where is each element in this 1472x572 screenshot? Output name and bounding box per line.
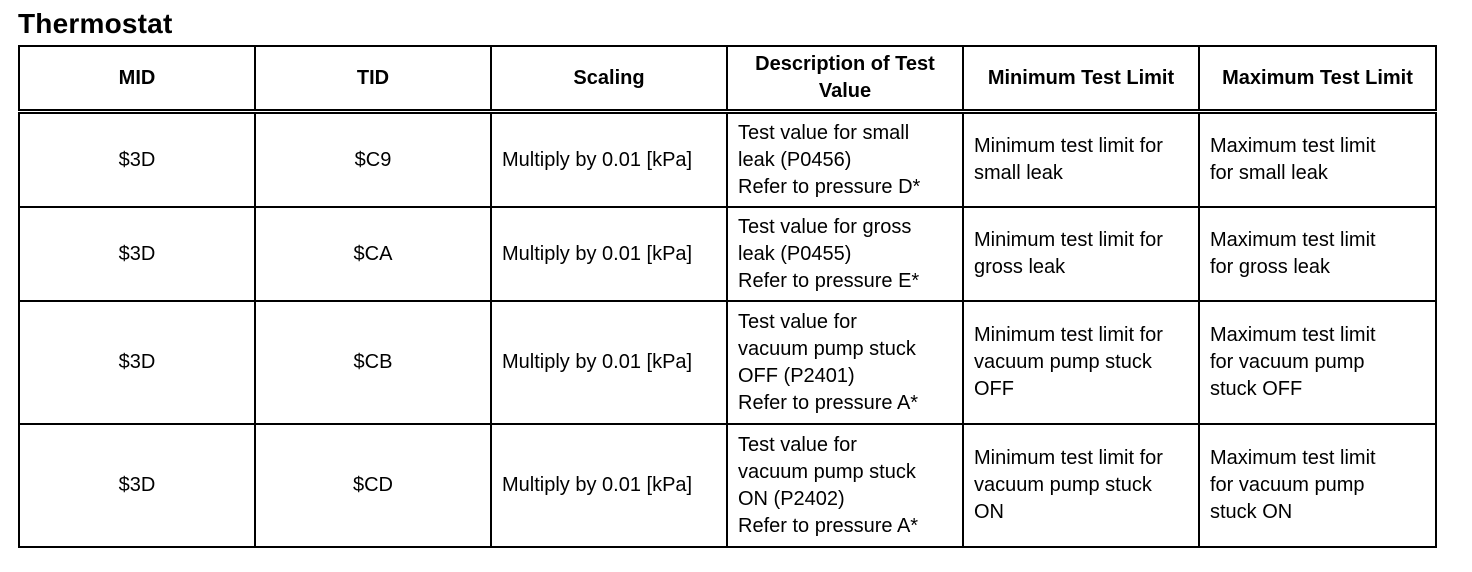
cell-min-limit bbox=[963, 301, 1199, 424]
cell-min-limit bbox=[963, 207, 1199, 301]
cell-mid: $3D bbox=[19, 207, 255, 301]
description-line: OFF (P2401) bbox=[738, 364, 855, 387]
description-line: Refer to pressure D* bbox=[738, 175, 921, 198]
min-limit-line: gross leak bbox=[974, 256, 1066, 278]
max-limit-line: for gross leak bbox=[1210, 256, 1331, 278]
spec-table bbox=[18, 45, 1437, 548]
description-line: Test value for bbox=[738, 310, 857, 333]
description-line: Test value for small bbox=[738, 121, 910, 144]
description-line: vacuum pump stuck bbox=[738, 337, 916, 360]
max-limit-line: Maximum test limit bbox=[1210, 229, 1376, 251]
min-limit-line: vacuum pump stuck bbox=[974, 351, 1152, 373]
cell-max-limit bbox=[1199, 112, 1436, 208]
cell-mid: $3D bbox=[19, 301, 255, 424]
cell-description bbox=[727, 424, 963, 547]
cell-max-limit bbox=[1199, 424, 1436, 547]
table-row bbox=[19, 112, 1436, 208]
header-max-limit: Maximum Test Limit bbox=[1199, 46, 1436, 112]
cell-mid: $3D bbox=[19, 424, 255, 547]
header-tid: TID bbox=[255, 46, 491, 112]
cell-min-limit bbox=[963, 424, 1199, 547]
description-line: leak (P0455) bbox=[738, 242, 852, 265]
cell-max-limit bbox=[1199, 301, 1436, 424]
cell-tid: $C9 bbox=[255, 112, 491, 208]
header-description: Description of Test Value bbox=[727, 46, 963, 112]
page-title: Thermostat bbox=[18, 8, 173, 39]
min-limit-line: ON bbox=[974, 501, 1004, 523]
max-limit-line: stuck OFF bbox=[1210, 378, 1303, 400]
table-row bbox=[19, 424, 1436, 547]
cell-tid: $CA bbox=[255, 207, 491, 301]
max-limit-line: Maximum test limit bbox=[1210, 135, 1376, 157]
cell-scaling: Multiply by 0.01 [kPa] bbox=[491, 301, 727, 424]
description-line: Refer to pressure A* bbox=[738, 391, 919, 414]
max-limit-line: for vacuum pump bbox=[1210, 351, 1365, 373]
header-row bbox=[19, 46, 1436, 112]
min-limit-line: small leak bbox=[974, 162, 1063, 184]
cell-min-limit bbox=[963, 112, 1199, 208]
min-limit-line: Minimum test limit for bbox=[974, 324, 1163, 346]
cell-tid: $CD bbox=[255, 424, 491, 547]
cell-description bbox=[727, 112, 963, 208]
description-line: leak (P0456) bbox=[738, 148, 852, 171]
table-row bbox=[19, 207, 1436, 301]
cell-description bbox=[727, 207, 963, 301]
description-line: Refer to pressure E* bbox=[738, 269, 920, 292]
header-mid: MID bbox=[19, 46, 255, 112]
header-min-limit: Minimum Test Limit bbox=[963, 46, 1199, 112]
table-row bbox=[19, 301, 1436, 424]
description-line: Refer to pressure A* bbox=[738, 514, 919, 537]
max-limit-line: stuck ON bbox=[1210, 501, 1293, 523]
cell-tid: $CB bbox=[255, 301, 491, 424]
min-limit-line: Minimum test limit for bbox=[974, 447, 1163, 469]
cell-scaling: Multiply by 0.01 [kPa] bbox=[491, 207, 727, 301]
max-limit-line: Maximum test limit bbox=[1210, 447, 1376, 469]
description-line: Test value for gross bbox=[738, 215, 912, 238]
description-line: ON (P2402) bbox=[738, 487, 845, 510]
min-limit-line: Minimum test limit for bbox=[974, 229, 1163, 251]
cell-scaling: Multiply by 0.01 [kPa] bbox=[491, 112, 727, 208]
cell-description bbox=[727, 301, 963, 424]
min-limit-line: OFF bbox=[974, 378, 1014, 400]
max-limit-line: for small leak bbox=[1210, 162, 1328, 184]
cell-mid: $3D bbox=[19, 112, 255, 208]
max-limit-line: for vacuum pump bbox=[1210, 474, 1365, 496]
min-limit-line: vacuum pump stuck bbox=[974, 474, 1152, 496]
min-limit-line: Minimum test limit for bbox=[974, 135, 1163, 157]
max-limit-line: Maximum test limit bbox=[1210, 324, 1376, 346]
description-line: Test value for bbox=[738, 433, 857, 456]
cell-max-limit bbox=[1199, 207, 1436, 301]
header-scaling: Scaling bbox=[491, 46, 727, 112]
cell-scaling: Multiply by 0.01 [kPa] bbox=[491, 424, 727, 547]
description-line: vacuum pump stuck bbox=[738, 460, 916, 483]
